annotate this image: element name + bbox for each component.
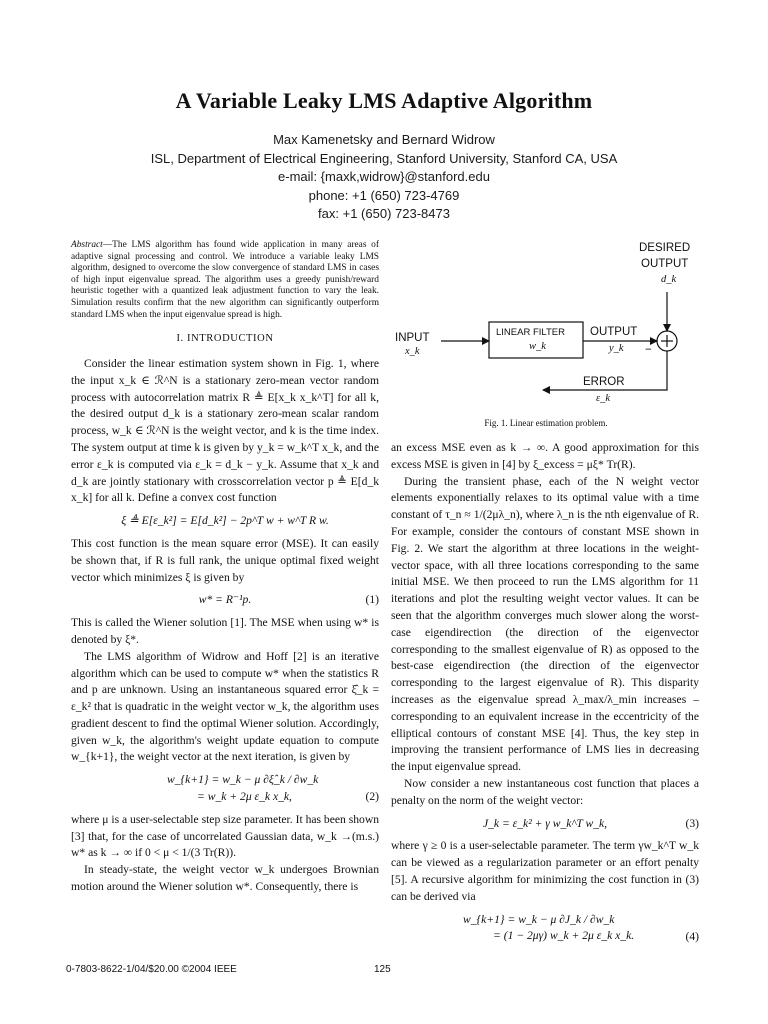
minus-sign: − xyxy=(645,344,652,356)
xk-label: x_k xyxy=(405,346,420,357)
equation-4 xyxy=(391,912,699,946)
right-paragraph-3: Now consider a new instantaneous cost function that places a penalty on the norm of the weight vector: xyxy=(391,776,699,807)
equation-cost: ξ ≜ E[ε_k²] = E[d_k²] − 2p^T w + w^T R w. xyxy=(121,514,329,528)
ek-label: ε_k xyxy=(596,393,611,404)
right-paragraph-2: During the transient phase, each of the N weight vector elements exponentially relaxes to its optimal value with a time constant of τ_n ≈ 1/(2μλ_n), where λ_n is the nth eigenvalue of R. For example, consider the contours of constant MSE shown in Fig. 2. We start the algorithm at three locations in the weight-vector space, with all three locations corresponding to the same initial MSE. We then proceed to run the LMS algorithm for 11 iterations and plot the resulting weight vector values. It can be seen that the algorithm converges much slower along the worst-case eigendirection (the direction of the eigenvector corresponding to the smallest eigenvalue of R) as opposed to the best-case eigendirection (the direction of the eigenvector corresponding to the largest eigenvalue of R). This disparity increases as the eigenvalue spread λ_max/λ_min increases – corresponding to an equivalent increase in the eccentricity of the elliptical contours of constant MSE [4]. Thus, the key step in improving the transient performance of LMS lies in decreasing the input eigenvalue spread. xyxy=(391,474,699,774)
wk-label: w_k xyxy=(529,341,546,352)
abstract-text: —The LMS algorithm has found wide application in many areas of adaptive signal processing and control. We introduce a variable leaky LMS algorithm, designed to overcome the slow convergence of standard LMS in cases of high input eigenvalue spread. The algorithm uses a greedy punish/reward heuristic together with a quantized leak adjustment function to vary the leak. Simulation results confirm that the new algorithm can significantly outperform standard LMS when the input eigenvalue spread is high. xyxy=(71,240,379,320)
equation-1-body: w* = R⁻¹p. xyxy=(198,593,252,607)
intro-paragraph-5: where μ is a user-selectable step size parameter. It has been shown [3] that, for the case of uncorrelated Gaussian data, w_k →(m.s.) w* as k → ∞ if 0 < μ < 1/(3 Tr(R)). xyxy=(71,812,379,860)
abstract xyxy=(71,240,379,321)
intro-paragraph-2: This cost function is the mean square error (MSE). It can easily be shown that, if R is full rank, the unique optimal fixed weight vector which minimizes ξ is given by xyxy=(71,536,379,584)
authors: Max Kamenetsky and Bernard Widrow xyxy=(273,132,495,147)
equation-4-line-1: w_{k+1} = w_k − μ ∂J_k / ∂w_k xyxy=(463,912,615,926)
left-column xyxy=(71,240,379,896)
equation-2-line-1: w_{k+1} = w_k − μ ∂ξ̂_k / ∂w_k xyxy=(167,773,319,787)
input-label: INPUT xyxy=(395,332,430,344)
intro-paragraph-6: In steady-state, the weight vector w_k undergoes Brownian motion around the Wiener solution w*. Consequently, there is xyxy=(71,863,379,894)
footer-copyright: 0-7803-8622-1/04/$20.00 ©2004 IEEE xyxy=(66,964,237,975)
equation-3 xyxy=(391,816,699,833)
email: e-mail: {maxk,widrow}@stanford.edu xyxy=(278,169,490,185)
output-label: OUTPUT xyxy=(590,326,638,338)
fax: fax: +1 (650) 723-8473 xyxy=(318,206,450,222)
right-column xyxy=(391,440,699,951)
yk-label: y_k xyxy=(609,343,624,354)
equation-4-number: (4) xyxy=(685,929,699,943)
page-number: 125 xyxy=(374,964,391,975)
equation-2 xyxy=(71,772,379,806)
dk-label: d_k xyxy=(661,274,677,285)
equation-1-number: (1) xyxy=(365,593,379,607)
abstract-label: Abstract xyxy=(71,240,103,250)
intro-paragraph-3: This is called the Wiener solution [1]. The MSE when using w* is denoted by ξ*. xyxy=(71,616,379,646)
desired-label: DESIRED xyxy=(639,242,691,254)
author-block xyxy=(0,131,768,224)
equation-2-line-2: = w_k + 2μ ε_k x_k, xyxy=(197,790,292,804)
intro-paragraph-4: The LMS algorithm of Widrow and Hoff [2] is an iterative algorithm which can be used to compute w* when the statistics R and p are unknown. Using an instantaneous squared error ξ̂_k = ε_k² that is quadratic in the weight vector w_k, the algorithm uses gradient descent to find the optimal Wiener solution. Accordingly, given w_k, the algorithm's weight update equation to compute w_{k+1}, the weight vector at the next iteration, is given by xyxy=(71,649,379,764)
phone: phone: +1 (650) 723-4769 xyxy=(308,187,460,203)
equation-4-line-2: = (1 − 2μγ) w_k + 2μ ε_k x_k. xyxy=(493,929,635,943)
affiliation: ISL, Department of Electrical Engineering, Stanford University, Stanford CA, USA xyxy=(150,150,618,166)
equation-3-number: (3) xyxy=(685,816,699,830)
equation-1 xyxy=(71,592,379,609)
figure-1 xyxy=(391,240,701,430)
error-label: ERROR xyxy=(583,376,625,388)
equation-3-body: J_k = ε_k² + γ w_k^T w_k, xyxy=(482,816,608,830)
section-heading: I. INTRODUCTION xyxy=(176,333,274,345)
linear-filter-label: LINEAR FILTER xyxy=(496,327,565,338)
intro-paragraph-1: Consider the linear estimation system shown in Fig. 1, where the input x_k ∈ ℛ^N is a stationary zero-mean vector random process with autocorrelation matrix R ≜ E[x_k x_k^T] for all k, the desired output d_k is a stationary zero-mean scalar random process, w_k ∈ ℛ^N is the weight vector, and k is the time index. The system output at time k is given by y_k = w_k^T x_k, and the error ε_k is computed via ε_k = d_k − y_k. Assume that x_k and d_k are jointly stationary with crosscorrelation vector p ≜ E[d_k x_k] for all k. Define a convex cost function xyxy=(71,356,379,505)
equation-2-number: (2) xyxy=(365,790,379,804)
right-paragraph-4: where γ ≥ 0 is a user-selectable parameter. The term γw_k^T w_k can be viewed as a regularization parameter or an effort penalty [5]. A recursive algorithm for minimizing the cost function in (3) can be derived via xyxy=(391,839,699,903)
right-paragraph-1: an excess MSE even as k → ∞. A good approximation for this excess MSE is given in [4] by ξ_excess = μξ* Tr(R). xyxy=(391,441,699,471)
output-label-top: OUTPUT xyxy=(641,258,689,270)
paper-title: A Variable Leaky LMS Adaptive Algorithm xyxy=(175,88,593,113)
figure-caption: Fig. 1. Linear estimation problem. xyxy=(484,418,608,428)
